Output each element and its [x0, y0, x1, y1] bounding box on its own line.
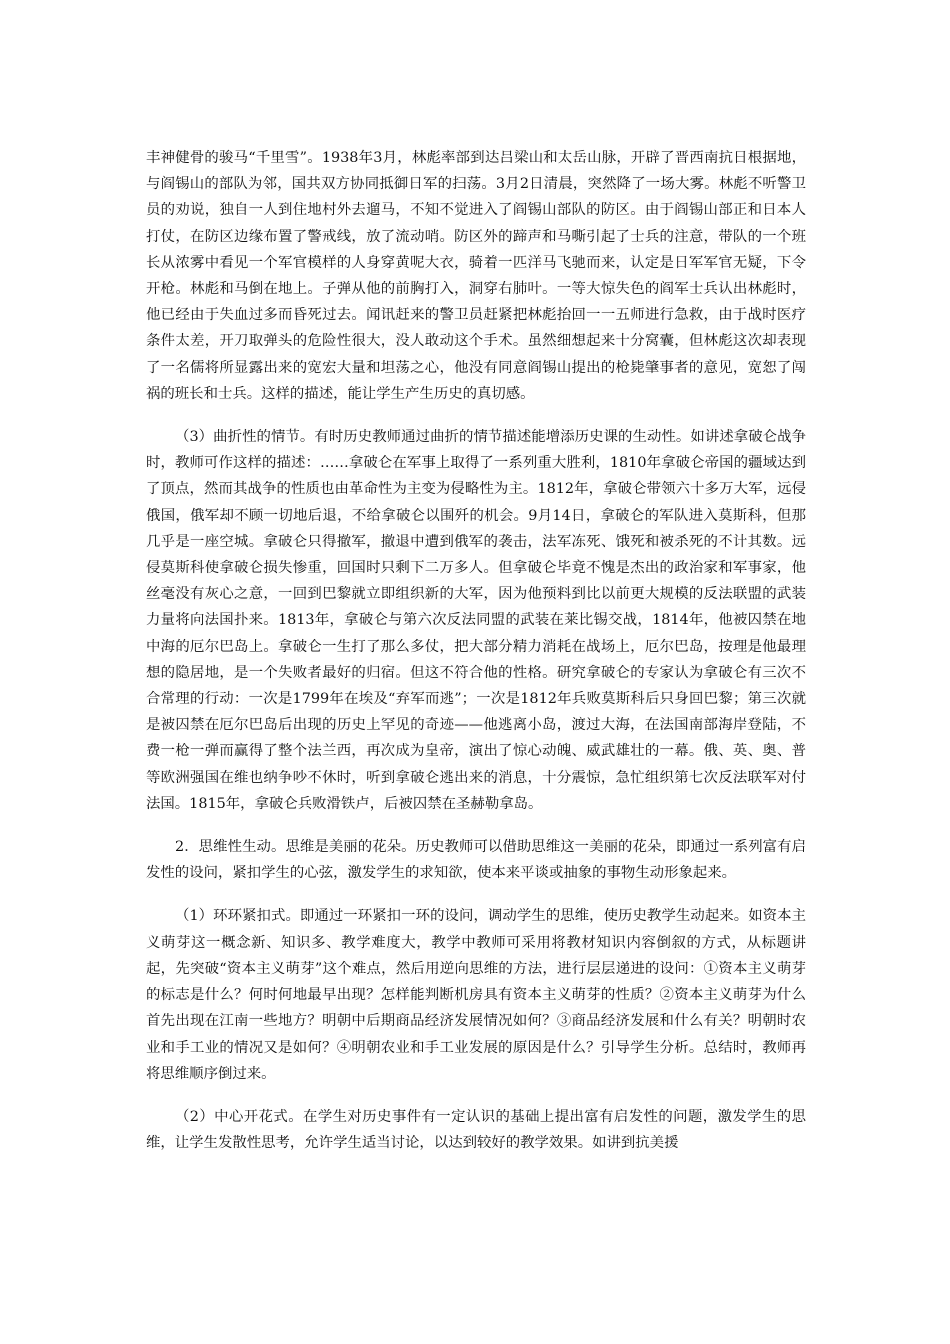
document-body: [146, 145, 806, 1173]
paragraph-lin-biao-story: 丰神健骨的骏马“千里雪”。1938年3月，林彪率部到达吕梁山和太岳山脉，开辟了晋西南抗日根据地，与阎锡山的部队为邻，国共双方协同抵御日军的扫荡。3月2日清晨，突然降了一场大雾。林彪不听警卫员的劝说，独自一人到住地村外去遛马，不知不觉进入了阎锡山部队的防区。由于阎锡山部正和日本人打仗，在防区边缘布置了警戒线，放了流动哨。防区外的蹄声和马嘶引起了士兵的注意，带队的一个班长从浓雾中看见一个军官模样的人身穿黄呢大衣，骑着一匹洋马飞驰而来，认定是日军军官无疑，下令开枪。林彪和马倒在地上。子弹从他的前胸打入，洞穿右肺叶。一等大惊失色的阎军士兵认出林彪时，他已经由于失血过多而昏死过去。闻讯赶来的警卫员赶紧把林彪抬回一一五师进行急救，由于战时医疗条件太差，开刀取弹头的危险性很大，没人敢动这个手术。虽然细想起来十分窝囊，但林彪这次却表现了一名儒将所显露出来的宽宏大量和坦荡之心，他没有同意阎锡山提出的枪毙肇事者的意见，宽恕了闯祸的班长和士兵。这样的描述，能让学生产生历史的真切感。: [146, 150, 806, 402]
paragraph-center-bloom: （2）中心开花式。在学生对历史事件有一定认识的基础上提出富有启发性的问题，激发学生的思维，让学生发散性思考，允许学生适当讨论，以达到较好的教学效果。如讲到抗美援: [146, 1108, 806, 1152]
paragraph-chain-questions: （1）环环紧扣式。即通过一环紧扣一环的设问，调动学生的思维，使历史教学生动起来。如资本主义萌芽这一概念新、知识多、教学难度大，教学中教师可采用将教材知识内容倒叙的方式，从标题讲起，先突破“资本主义萌芽”这个难点，然后用逆向思维的方法，进行层层递进的设问：①资本主义萌芽的标志是什么？何时何地最早出现？怎样能判断机房具有资本主义萌芽的性质？②资本主义萌芽为什么首先出现在江南一些地方？明朝中后期商品经济发展情况如何？③商品经济发展和什么有关？明朝时农业和手工业的情况又是如何？④明朝农业和手工业发展的原因是什么？引导学生分析。总结时，教师再将思维顺序倒过来。: [146, 908, 806, 1082]
paragraph-thinking-vivid: 2．思维性生动。思维是美丽的花朵。历史教师可以借助思维这一美丽的花朵，即通过一系列富有启发性的设问，紧扣学生的心弦，激发学生的求知欲，使本来平谈或抽象的事物生动形象起来。: [146, 839, 806, 882]
paragraph-napoleon-plot: （3）曲折性的情节。有时历史教师通过曲折的情节描述能增添历史课的生动性。如讲述拿破仑战争时，教师可作这样的描述：……拿破仑在军事上取得了一系列重大胜利，1810年拿破仑帝国的疆域达到了顶点，然而其战争的性质也由革命性为主变为侵略性为主。1812年，拿破仑带领六十多万大军，远侵俄国，俄军却不顾一切地后退，不给拿破仑以围歼的机会。9月14日，拿破仑的军队进入莫斯科，但那几乎是一座空城。拿破仑只得撤军，撤退中遭到俄军的袭击，法军冻死、饿死和被杀死的不计其数。远侵莫斯科使拿破仑损失惨重，回国时只剩下二万多人。但拿破仑毕竟不愧是杰出的政治家和军事家，他丝毫没有灰心之意，一回到巴黎就立即组织新的大军，因为他预料到比以前更大规模的反法联盟的武装力量将向法国扑来。1813年，拿破仑与第六次反法同盟的武装在莱比锡交战，1814年，他被囚禁在地中海的厄尔巴岛上。拿破仑一生打了那么多仗，把大部分精力消耗在战场上，厄尔巴岛，按理是他最理想的隐居地，是一个失败者最好的归宿。但这不符合他的性格。研究拿破仑的专家认为拿破仑有三次不合常理的行动：一次是1799年在埃及“弃军而逃”；一次是1812年兵败莫斯科后只身回巴黎；第三次就是被囚禁在厄尔巴岛后出现的历史上罕见的奇迹——他逃离小岛，渡过大海，在法国南部海岸登陆，不费一枪一弹而赢得了整个法兰西，再次成为皇帝，演出了惊心动魄、威武雄壮的一幕。俄、英、奥、普等欧洲强国在维也纳争吵不休时，听到拿破仑逃出来的消息，十分震惊，急忙组织第七次反法联军对付法国。1815年，拿破仑兵败滑铁卢，后被囚禁在圣赫勒拿岛。: [146, 429, 806, 812]
